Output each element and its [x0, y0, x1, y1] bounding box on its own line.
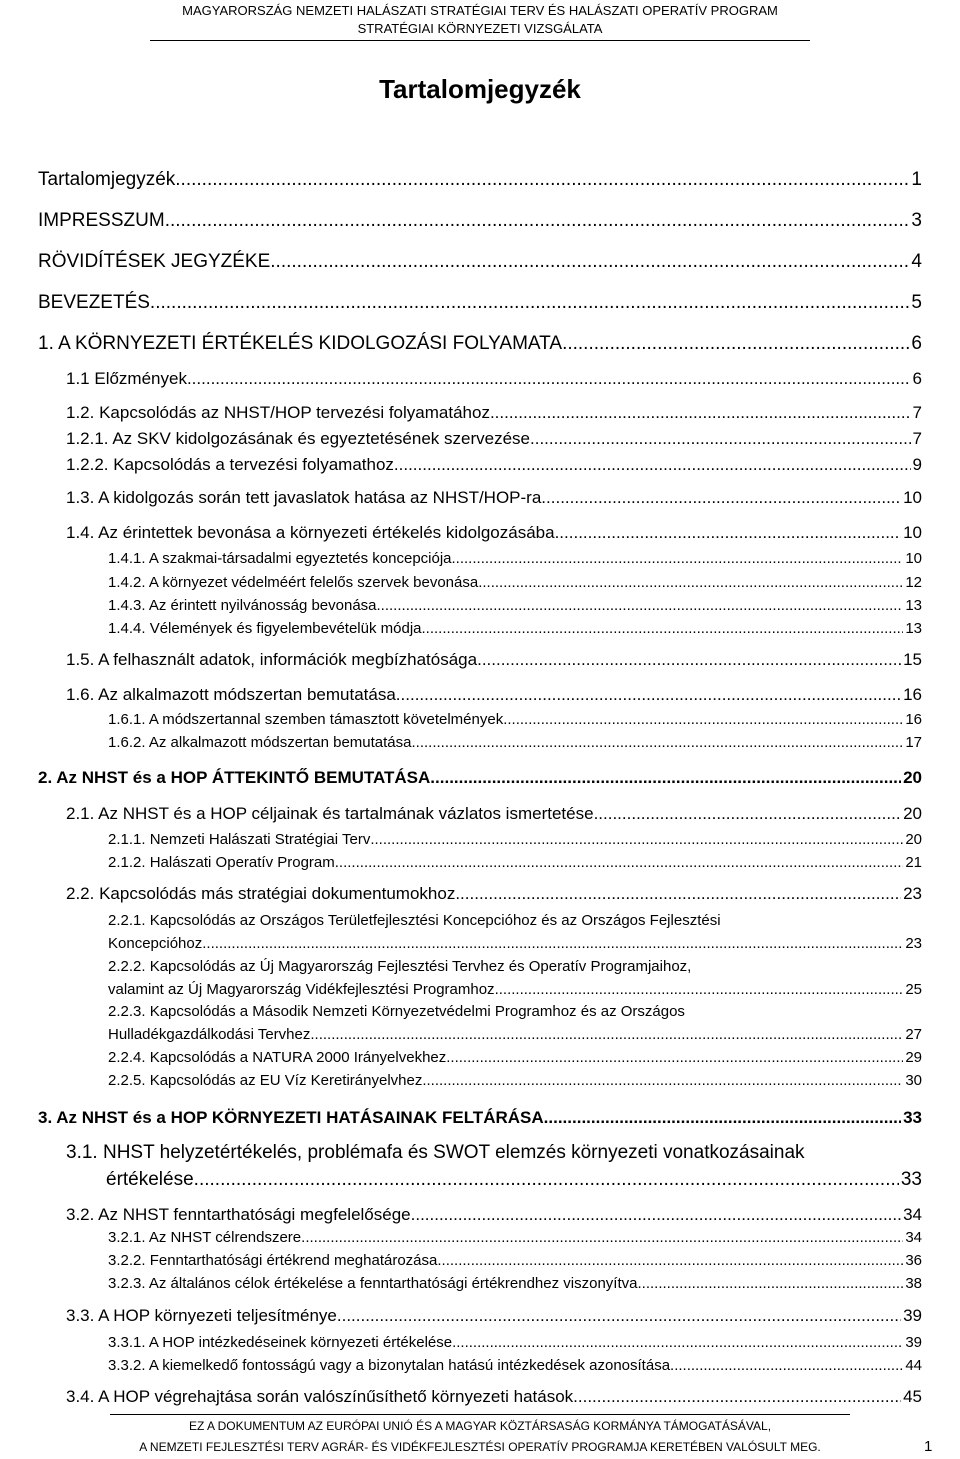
toc-entry[interactable] [108, 1357, 922, 1374]
footer-line-2: A NEMZETI FEJLESZTÉSI TERV AGRÁR- ÉS VIDÉKFEJLESZTÉSI OPERATÍV PROGRAMJA KERETÉBEN VALÓSULT MEG. [139, 1440, 821, 1454]
toc-leader-dots [452, 1334, 903, 1351]
toc-entry-page: 20 [903, 804, 922, 823]
toc-entry-page: 3 [911, 210, 922, 231]
toc-entry-page: 45 [903, 1387, 922, 1406]
toc-leader-dots [310, 1026, 903, 1043]
toc-entry-page: 34 [905, 1229, 922, 1246]
toc-entry-page: 38 [905, 1275, 922, 1292]
toc-leader-dots [337, 1306, 901, 1326]
toc-entry-title: 2. Az NHST és a HOP ÁTTEKINTŐ BEMUTATÁSA [38, 768, 431, 787]
toc-entry[interactable] [66, 523, 922, 543]
footer-line-1: EZ A DOKUMENTUM AZ EURÓPAI UNIÓ ÉS A MAGYAR KÖZTÁRSASÁG KORMÁNYA TÁMOGATÁSÁVAL, [188, 1419, 772, 1433]
toc-leader-dots [394, 455, 911, 475]
toc-entry-title-line-2: értékelése [106, 1169, 194, 1190]
toc-entry[interactable] [66, 455, 922, 475]
toc-entry-page: 7 [912, 403, 922, 422]
toc-leader-dots [446, 1049, 903, 1066]
toc-entry-page: 16 [905, 711, 922, 728]
footer-divider [110, 1414, 850, 1415]
toc-entry[interactable] [38, 768, 922, 788]
toc-entry-title: 3.2.2. Fenntarthatósági értékrend meghatározása [108, 1252, 438, 1269]
toc-entry-page: 10 [903, 523, 922, 542]
toc-entry-page: 4 [911, 251, 922, 272]
toc-entry-title-line-1: 3.1. NHST helyzetértékelés, problémafa és SWOT elemzés környezeti vonatkozásainak [66, 1142, 805, 1163]
toc-entry[interactable] [38, 292, 922, 314]
toc-entry[interactable] [108, 1026, 922, 1043]
toc-entry-page: 20 [903, 768, 922, 787]
toc-entry-page: 6 [912, 369, 922, 388]
toc-leader-dots [165, 210, 910, 232]
toc-entry-title: 1.4. Az érintettek bevonása a környezeti értékelés kidolgozásába [66, 523, 555, 542]
toc-entry-title: 1.4.1. A szakmai-társadalmi egyeztetés koncepciója [108, 550, 452, 567]
toc-entry-title: 1.6.1. A módszertannal szemben támasztott követelmények [108, 711, 504, 728]
toc-entry-page: 30 [905, 1072, 922, 1089]
toc-leader-dots [495, 981, 904, 998]
toc-leader-dots [202, 935, 903, 952]
toc-entry-title-line-1: 2.2.3. Kapcsolódás a Második Nemzeti Környezetvédelmi Programhoz és az Országos [108, 1003, 685, 1020]
toc-entry-title: 3. Az NHST és a HOP KÖRNYEZETI HATÁSAINAK FELTÁRÁSA [38, 1108, 544, 1127]
toc-entry-title: 2.1. Az NHST és a HOP céljainak és tartalmának vázlatos ismertetése [66, 804, 594, 823]
toc-entry-title: 3.2. Az NHST fenntarthatósági megfelelősége [66, 1205, 411, 1224]
toc-entry[interactable] [108, 1275, 922, 1292]
page-title: Tartalomjegyzék [379, 74, 581, 104]
header-divider [150, 40, 810, 41]
toc-leader-dots [422, 620, 904, 637]
toc-leader-dots [594, 804, 902, 824]
toc-entry[interactable] [108, 1252, 922, 1269]
toc-entry[interactable] [38, 169, 922, 191]
header-line-2: STRATÉGIAI KÖRNYEZETI VIZSGÁLATA [357, 21, 603, 36]
toc-entry-page: 20 [905, 831, 922, 848]
toc-entry-title: 3.2.1. Az NHST célrendszere [108, 1229, 302, 1246]
toc-leader-dots [187, 369, 911, 389]
toc-leader-dots [412, 734, 904, 751]
toc-entry-page: 36 [905, 1252, 922, 1269]
toc-leader-dots [637, 1275, 903, 1292]
toc-leader-dots [670, 1357, 903, 1374]
toc-entry-page: 10 [905, 550, 922, 567]
toc-entry-page: 34 [903, 1205, 922, 1224]
toc-entry-page: 33 [900, 1169, 922, 1190]
toc-leader-dots [455, 884, 901, 904]
toc-entry-page: 7 [912, 429, 922, 448]
toc-entry-title: 3.3.1. A HOP intézkedéseinek környezeti értékelése [108, 1334, 453, 1351]
toc-entry-page: 9 [912, 455, 922, 474]
toc-entry-title: 1.6.2. Az alkalmazott módszertan bemutatása [108, 734, 412, 751]
toc-entry[interactable] [66, 403, 922, 423]
toc-entry[interactable] [108, 597, 922, 614]
toc-leader-dots [562, 333, 909, 355]
toc-entry[interactable] [66, 650, 922, 670]
toc-entry-title: 1.5. A felhasznált adatok, információk megbízhatósága [66, 650, 478, 669]
toc-leader-dots [478, 574, 903, 591]
toc-entry-page: 23 [905, 935, 922, 952]
toc-entry-page: 17 [905, 734, 922, 751]
toc-entry-title: 2.1.1. Nemzeti Halászati Stratégiai Terv [108, 831, 371, 848]
toc-entry-page: 13 [905, 620, 922, 637]
toc-entry[interactable] [66, 685, 922, 705]
toc-entry[interactable] [108, 831, 922, 848]
toc-entry-title: 1.1 Előzmények [66, 369, 187, 388]
toc-leader-dots [490, 403, 911, 423]
page-number: 1 [924, 1438, 933, 1455]
toc-leader-dots [377, 597, 904, 614]
toc-entry-title: 2.2.4. Kapcsolódás a NATURA 2000 Irányelvekhez [108, 1049, 447, 1066]
toc-entry[interactable] [108, 574, 922, 591]
toc-entry-title-line-2: valamint az Új Magyarország Vidékfejlesztési Programhoz [108, 981, 495, 998]
toc-entry-title: 1.2.2. Kapcsolódás a tervezési folyamathoz [66, 455, 394, 474]
toc-entry-title: 2.1.2. Halászati Operatív Program [108, 854, 335, 871]
toc-entry-title: 2.2. Kapcsolódás más stratégiai dokumentumokhoz [66, 884, 456, 903]
toc-entry[interactable] [66, 429, 922, 449]
toc-entry[interactable] [66, 804, 922, 824]
toc-entry[interactable] [66, 1306, 922, 1326]
toc-entry-title: RÖVIDÍTÉSEK JEGYZÉKE [38, 251, 271, 272]
toc-entry-title: 3.4. A HOP végrehajtása során valószínűsíthető környezeti hatások [66, 1387, 574, 1406]
toc-leader-dots [452, 550, 904, 567]
toc-entry-page: 33 [903, 1108, 922, 1127]
toc-entry-title: 1.2. Kapcsolódás az NHST/HOP tervezési folyamatához [66, 403, 490, 422]
toc-entry-title: 1.6. Az alkalmazott módszertan bemutatása [66, 685, 396, 704]
toc-entry[interactable] [108, 1229, 922, 1246]
toc-leader-dots [544, 1108, 901, 1128]
toc-leader-dots [573, 1387, 901, 1407]
toc-leader-dots [430, 768, 901, 788]
toc-entry[interactable] [38, 333, 922, 355]
toc-entry-page: 1 [911, 169, 922, 190]
toc-leader-dots [270, 251, 909, 273]
toc-entry[interactable] [108, 550, 922, 567]
toc-entry-title: 3.3.2. A kiemelkedő fontosságú vagy a bizonytalan hatású intézkedések azonosítása [108, 1357, 671, 1374]
toc-entry[interactable] [108, 1334, 922, 1351]
toc-entry-page: 27 [905, 1026, 922, 1043]
toc-entry-title-line-1: 2.2.2. Kapcsolódás az Új Magyarország Fejlesztési Tervhez és Operatív Programjaihoz, [108, 958, 692, 975]
toc-entry-page: 10 [903, 488, 922, 507]
toc-entry-title: 1.4.2. A környezet védelméért felelős szervek bevonása [108, 574, 479, 591]
toc-leader-dots [175, 169, 909, 191]
toc-entry-page: 6 [911, 333, 922, 354]
toc-entry[interactable] [106, 1169, 922, 1191]
toc-entry[interactable] [108, 1072, 922, 1089]
toc-entry-page: 44 [905, 1357, 922, 1374]
toc-entry-title: 3.3. A HOP környezeti teljesítménye [66, 1306, 337, 1325]
toc-entry-title: 3.2.3. Az általános célok értékelése a fenntarthatósági értékrendhez viszonyítva [108, 1275, 638, 1292]
toc-entry-page: 21 [905, 854, 922, 871]
toc-leader-dots [150, 292, 910, 314]
toc-leader-dots [437, 1252, 903, 1269]
toc-entry[interactable] [38, 210, 922, 232]
toc-leader-dots [335, 854, 904, 871]
toc-leader-dots [411, 1205, 901, 1225]
toc-entry-title: 1.4.4. Vélemények és figyelembevételük módja [108, 620, 422, 637]
toc-entry-title: 1.4.3. Az érintett nyilvánosság bevonása [108, 597, 377, 614]
toc-leader-dots [541, 488, 901, 508]
toc-leader-dots [555, 523, 902, 543]
toc-entry[interactable] [66, 1205, 922, 1225]
toc-entry[interactable] [108, 1049, 922, 1066]
toc-entry-page: 39 [903, 1306, 922, 1325]
toc-entry[interactable] [38, 1108, 922, 1128]
toc-entry-page: 13 [905, 597, 922, 614]
toc-entry[interactable] [66, 884, 922, 904]
toc-entry-title-line-2: Koncepcióhoz [108, 935, 203, 952]
toc-entry-page: 15 [903, 650, 922, 669]
toc-entry[interactable] [108, 854, 922, 871]
toc-entry-title: IMPRESSZUM [38, 210, 165, 231]
toc-entry-page: 39 [905, 1334, 922, 1351]
toc-leader-dots [301, 1229, 903, 1246]
toc-entry-page: 29 [905, 1049, 922, 1066]
toc-entry[interactable] [108, 935, 922, 952]
toc-leader-dots [477, 650, 901, 670]
toc-entry-title: 1.2.1. Az SKV kidolgozásának és egyeztetésének szervezése [66, 429, 530, 448]
toc-entry-page: 16 [903, 685, 922, 704]
toc-entry-page: 12 [905, 574, 922, 591]
toc-entry-page: 23 [903, 884, 922, 903]
toc-leader-dots [422, 1072, 903, 1089]
toc-entry-page: 25 [905, 981, 922, 998]
toc-entry[interactable] [108, 734, 922, 751]
toc-entry-page: 5 [911, 292, 922, 313]
toc-entry-title-line-1: 2.2.1. Kapcsolódás az Országos Területfejlesztési Koncepcióhoz és az Országos Fejlesztési [108, 912, 721, 929]
toc-entry-title: BEVEZETÉS [38, 292, 150, 313]
toc-entry-title: 1. A KÖRNYEZETI ÉRTÉKELÉS KIDOLGOZÁSI FOLYAMATA [38, 333, 563, 354]
toc-entry[interactable] [66, 488, 922, 508]
toc-leader-dots [396, 685, 901, 705]
toc-entry-title: 1.3. A kidolgozás során tett javaslatok hatása az NHST/HOP-ra [66, 488, 542, 507]
toc-leader-dots [530, 429, 911, 449]
toc-entry[interactable] [66, 369, 922, 389]
header-line-1: MAGYARORSZÁG NEMZETI HALÁSZATI STRATÉGIAI TERV ÉS HALÁSZATI OPERATÍV PROGRAM [182, 3, 778, 18]
toc-entry-title: Tartalomjegyzék [38, 169, 176, 190]
toc-entry-title: 2.2.5. Kapcsolódás az EU Víz Keretirányelvhez [108, 1072, 423, 1089]
toc-leader-dots [370, 831, 903, 848]
toc-leader-dots [503, 711, 903, 728]
toc-entry[interactable] [66, 1387, 922, 1407]
toc-entry[interactable] [108, 981, 922, 998]
toc-leader-dots [194, 1169, 899, 1191]
toc-entry[interactable] [108, 711, 922, 728]
toc-entry[interactable] [38, 251, 922, 273]
toc-entry[interactable] [108, 620, 922, 637]
toc-entry-title-line-2: Hulladékgazdálkodási Tervhez [108, 1026, 311, 1043]
